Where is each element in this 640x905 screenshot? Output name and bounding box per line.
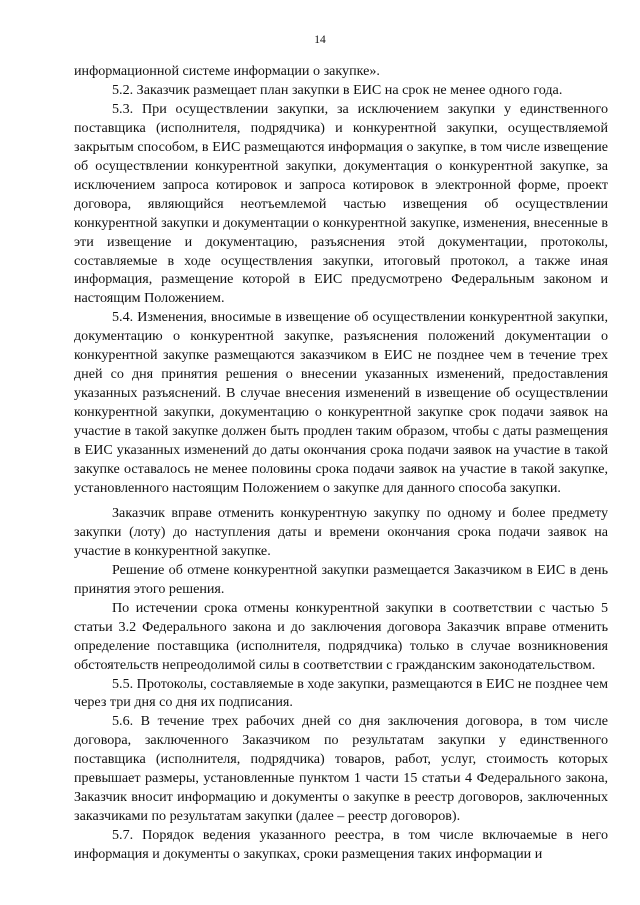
paragraph-5-3: 5.3. При осуществлении закупки, за исключением закупки у единственного поставщика (исполнителя, подрядчика) и конкурентной закупки, осуществляемой закрытым способом, в ЕИС размещаются информация о закупке, в том числе извещение об осуществлении конкурентной закупки, документация о конкурентной закупке, за исключением запроса котировок и запроса котировок в электронной форме, проект договора, являющийся неотъемлемой частью извещения об осуществлении конкурентной закупки и документации о конкурентной закупке, изменения, внесенные в эти извещение и документацию, разъяснения этой документации, протоколы, составляемые в ходе осуществления закупки, итоговый протокол, а также иная информация, размещение которой в ЕИС предусмотрено Федеральным законом и настоящим Положением.: [74, 100, 608, 307]
paragraph-5-4: 5.4. Изменения, вносимые в извещение об осуществлении конкурентной закупки, документацию о конкурентной закупке, разъяснения положений документации о конкурентной закупке размещаются заказчиком в ЕИС не позднее чем в течение трех дней со дня принятия решения о внесении указанных изменений, предоставления указанных разъяснений. В случае внесения изменений в извещение об осуществлении конкурентной закупки, документацию о конкурентной закупке срок подачи заявок на участие в такой закупке должен быть продлен таким образом, чтобы с даты размещения в ЕИС указанных изменений до даты окончания срока подачи заявок на участие в такой закупке оставалось не менее половины срока подачи заявок на участие в такой закупке, установленного настоящим Положением о закупке для данного способа закупки.: [74, 309, 608, 496]
paragraph-cancel-force-majeure: По истечении срока отмены конкурентной закупки в соответствии с частью 5 статьи 3.2 Федерального закона и до заключения договора Заказчик вправе отменить определение поставщика (исполнителя, подрядчика) только в случае возникновения обстоятельств непреодолимой силы в соответствии с гражданским законодательством.: [74, 599, 608, 673]
paragraph-5-7: 5.7. Порядок ведения указанного реестра, в том числе включаемые в него информация и документы о закупках, сроки размещения таких информации и: [74, 827, 608, 863]
paragraph-cancel-right: Заказчик вправе отменить конкурентную закупку по одному и более предмету закупки (лоту) до наступления даты и времени окончания срока подачи заявок на участие в конкурентной закупке.: [74, 504, 608, 559]
paragraph-5-6: 5.6. В течение трех рабочих дней со дня заключения договора, в том числе договора, заключенного Заказчиком по результатам закупки у единственного поставщика (исполнителя, подрядчика) товаров, работ, услуг, стоимость которых превышает размеры, установленные пунктом 1 части 15 статьи 4 Федерального закона, Заказчик вносит информацию и документы о закупке в реестр договоров, заключенных заказчиками по результатам закупки (далее – реестр договоров).: [74, 713, 608, 825]
document-body: [74, 62, 608, 864]
page-number: 14: [314, 34, 326, 46]
paragraph-cancel-decision: Решение об отмене конкурентной закупки размещается Заказчиком в ЕИС в день принятия этого решения.: [74, 561, 608, 597]
paragraph-5-2: 5.2. Заказчик размещает план закупки в ЕИС на срок не менее одного года.: [112, 81, 563, 98]
paragraph-continuation: информационной системе информации о закупке».: [74, 63, 380, 79]
paragraph-5-5: 5.5. Протоколы, составляемые в ходе закупки, размещаются в ЕИС не позднее чем через три дня со дня их подписания.: [74, 675, 608, 711]
